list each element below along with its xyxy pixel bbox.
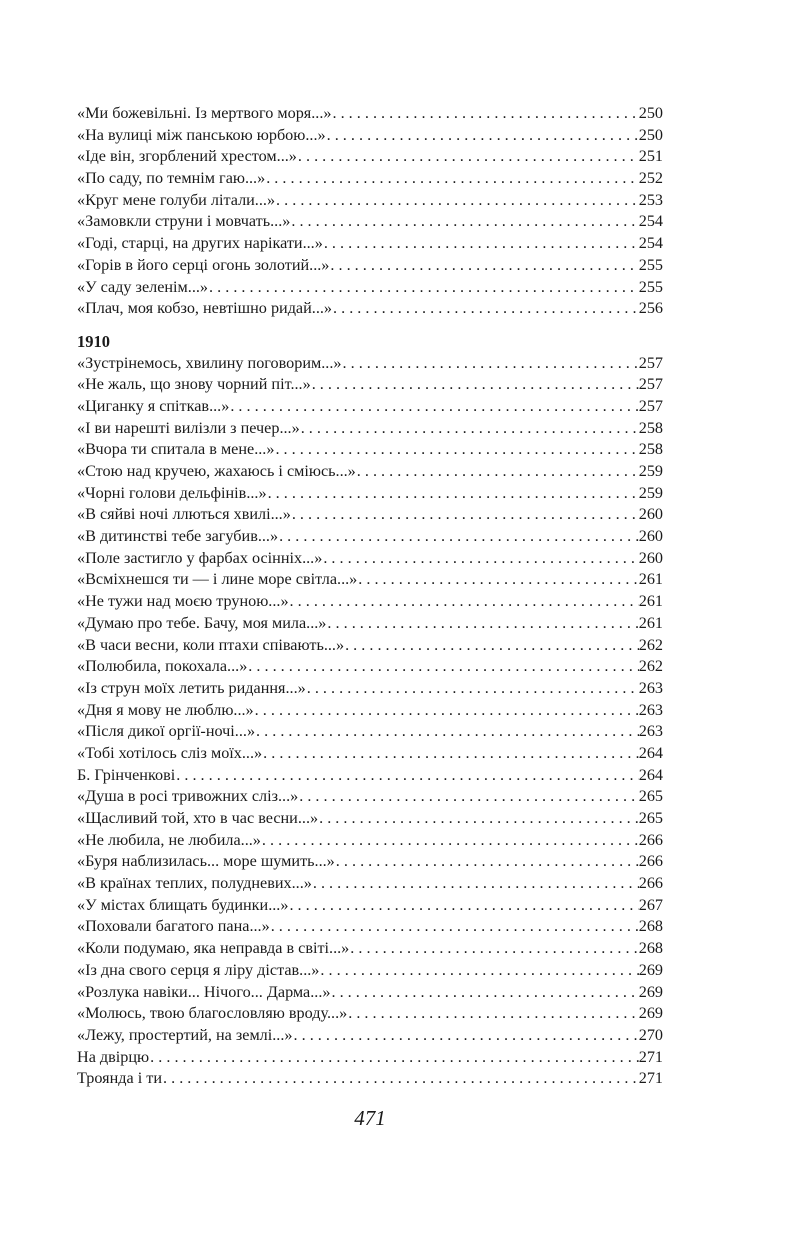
toc-entry-page: 257: [638, 396, 663, 415]
toc-entry-page: 263: [638, 700, 663, 719]
toc-entry: [77, 353, 663, 375]
toc-entry-page: 264: [638, 743, 663, 762]
toc-entry-page: 265: [638, 809, 663, 827]
toc-entry-page: 264: [638, 765, 663, 784]
toc-group-1: [77, 103, 663, 320]
toc-entry-title: «Не жаль, що знову чорний піт...»: [77, 375, 311, 394]
toc-entry: [77, 678, 663, 700]
toc-entry: [77, 396, 663, 418]
toc-entry-title: «Лежу, простертий, на землі...»: [77, 1025, 293, 1044]
dot-leader: [311, 374, 639, 396]
toc-entry-title: «Молюсь, твою благословляю вроду...»: [77, 1004, 348, 1023]
toc-entry-page: 269: [638, 960, 663, 979]
dot-leader: [342, 353, 639, 375]
toc-entry-title: «В сяйві ночі ллються хвилі...»: [77, 505, 291, 524]
dot-leader: [306, 678, 639, 700]
toc-entry-page: 270: [638, 1025, 663, 1044]
toc-entry-title: «Всміхнешся ти — і лине море світла...»: [77, 570, 358, 589]
toc-entry: [77, 233, 663, 255]
toc-entry: [77, 851, 663, 873]
dot-leader: [270, 916, 639, 938]
toc-entry-title: «Ми божевільні. Із мертвого моря...»: [77, 104, 332, 122]
toc-entry-title: «У містах блищать будинки...»: [77, 895, 289, 914]
toc-entry: [77, 504, 663, 526]
toc-entry-page: 263: [638, 722, 663, 741]
dot-leader: [175, 765, 638, 787]
dot-leader: [349, 938, 638, 960]
toc-entry: [77, 1068, 663, 1090]
toc-entry-page: 261: [638, 570, 663, 589]
toc-entry-title: «Круг мене голуби літали...»: [77, 190, 276, 209]
toc-entry-title: «Розлука навіки... Нічого... Дарма...»: [77, 982, 331, 1001]
toc-entry-title: «На вулиці між панською юрбою...»: [77, 125, 326, 144]
toc-group-2: [77, 353, 663, 1090]
toc-entry-title: «Думаю про тебе. Бачу, моя мила...»: [77, 613, 327, 632]
toc-entry: [77, 526, 663, 548]
toc-entry-title: «Циганку я спіткав...»: [77, 396, 230, 415]
dot-leader: [208, 277, 639, 299]
toc-entry-title: Б. Грінченкові: [77, 765, 176, 784]
dot-leader: [300, 418, 639, 440]
toc-entry-page: 261: [638, 613, 663, 632]
toc-entry: [77, 125, 663, 147]
toc-entry: [77, 298, 663, 320]
toc-entry-page: 250: [638, 104, 663, 122]
toc-entry-page: 268: [638, 917, 663, 936]
dot-leader: [291, 504, 639, 526]
dot-leader: [255, 721, 639, 743]
toc-entry: [77, 168, 663, 190]
toc-entry-page: 269: [638, 1004, 663, 1023]
dot-leader: [267, 483, 639, 505]
dot-leader: [332, 298, 639, 320]
dot-leader: [261, 830, 639, 852]
toc-entry: [77, 873, 663, 895]
year-heading: 1910: [77, 331, 110, 351]
toc-entry: [77, 700, 663, 722]
dot-leader: [335, 851, 639, 873]
toc-entry-title: «І ви нарешті вилізли з печер...»: [77, 418, 300, 437]
toc-entry: [77, 721, 663, 743]
toc-entry: [77, 613, 663, 635]
toc-entry-title: На двірцю: [77, 1047, 150, 1066]
toc-entry-page: 252: [638, 169, 663, 188]
dot-leader: [293, 1025, 639, 1047]
toc-entry-page: 262: [638, 635, 663, 654]
toc-entry-title: «Дня я мову не люблю...»: [77, 700, 254, 719]
toc-entry-page: 260: [638, 548, 663, 567]
toc-entry-page: 257: [638, 353, 663, 372]
dot-leader: [312, 873, 639, 895]
toc-entry-title: «У саду зеленім...»: [77, 277, 209, 296]
toc-entry-page: 261: [638, 592, 663, 611]
dot-leader: [229, 396, 638, 418]
toc-entry: [77, 1003, 663, 1025]
toc-entry-title: «В дитинстві тебе загубив...»: [77, 527, 279, 546]
toc-entry-title: «Не любила, не любила...»: [77, 830, 261, 849]
dot-leader: [254, 700, 639, 722]
toc-entry-page: 262: [638, 657, 663, 676]
dot-leader: [274, 439, 638, 461]
toc-entry-title: «Поховали багатого пана...»: [77, 917, 270, 936]
dot-leader: [289, 591, 639, 613]
dot-leader: [330, 982, 638, 1004]
dot-leader: [162, 1068, 639, 1090]
toc-entry: [77, 277, 663, 299]
toc-entry: [77, 1047, 663, 1069]
toc-entry-page: 254: [638, 212, 663, 231]
toc-entry: [77, 439, 663, 461]
toc-entry: [77, 418, 663, 440]
toc-entry-title: «Стою над кручею, жахаюсь і сміюсь...»: [77, 462, 356, 480]
dot-leader: [347, 1003, 638, 1025]
toc-entry-title: «Із дна свого серця я ліру дістав...»: [77, 960, 320, 979]
toc-entry-page: 253: [638, 190, 663, 209]
toc-entry-title: «В часи весни, коли птахи співають...»: [77, 635, 345, 654]
toc-entry: [77, 1025, 663, 1047]
dot-leader: [298, 786, 638, 808]
toc-entry-title: «Після дикої оргії-ночі...»: [77, 722, 256, 741]
toc-entry-title: «Буря наблизилась... море шумить...»: [77, 852, 335, 871]
dot-leader: [265, 168, 639, 190]
toc-entry: [77, 786, 663, 808]
toc-entry-page: 271: [638, 1047, 663, 1066]
toc-entry-title: «Іде він, згорблений хрестом...»: [77, 147, 297, 166]
dot-leader: [278, 526, 639, 548]
toc-entry-page: 255: [638, 277, 663, 296]
toc-entry: [77, 916, 663, 938]
toc-entry-page: 265: [638, 787, 663, 806]
toc-entry: [77, 146, 663, 168]
toc-entry-title: «Горів в його серці огонь золотий...»: [77, 255, 330, 274]
dot-leader: [149, 1047, 639, 1069]
toc-entry-page: 260: [638, 505, 663, 524]
toc-entry: [77, 255, 663, 277]
toc-entry: [77, 548, 663, 570]
toc-entry: [77, 591, 663, 613]
toc-entry-page: 260: [638, 527, 663, 546]
toc-entry-page: 263: [638, 678, 663, 697]
toc-entry: [77, 830, 663, 852]
toc-entry-page: 254: [638, 234, 663, 253]
dot-leader: [318, 808, 639, 830]
toc-entry: [77, 808, 663, 830]
toc-entry: [77, 635, 663, 657]
toc-entry-page: 271: [638, 1069, 663, 1088]
toc-entry-page: 256: [638, 299, 663, 318]
dot-leader: [275, 190, 639, 212]
dot-leader: [288, 895, 638, 917]
toc-entry: [77, 103, 663, 125]
toc-entry: [77, 483, 663, 505]
dot-leader: [322, 548, 638, 570]
dot-leader: [323, 233, 639, 255]
toc-entry-title: «Зустрінемось, хвилину поговорим...»: [77, 353, 342, 372]
toc-entry-page: 258: [638, 440, 663, 459]
toc-entry-page: 269: [638, 982, 663, 1001]
toc-entry: [77, 960, 663, 982]
dot-leader: [247, 656, 638, 678]
toc-entry-title: «Чорні голови дельфінів...»: [77, 483, 267, 502]
dot-leader: [344, 635, 639, 657]
toc-entry: [77, 743, 663, 765]
table-of-contents: [77, 103, 663, 1090]
toc-entry-page: 255: [638, 255, 663, 274]
dot-leader: [356, 461, 639, 483]
toc-entry-page: 268: [638, 939, 663, 958]
toc-entry-title: «Із струн моїх летить ридання...»: [77, 678, 306, 697]
toc-entry: [77, 190, 663, 212]
toc-entry: [77, 982, 663, 1004]
toc-entry: [77, 938, 663, 960]
toc-entry-page: 266: [638, 852, 663, 871]
dot-leader: [326, 613, 638, 635]
toc-entry: [77, 374, 663, 396]
toc-entry-title: «Тобі хотілось сліз моїх...»: [77, 743, 263, 762]
toc-entry-page: 267: [638, 895, 663, 914]
toc-entry-page: 257: [638, 375, 663, 394]
dot-leader: [331, 103, 638, 125]
toc-entry-title: «Полюбила, покохала...»: [77, 657, 248, 676]
dot-leader: [262, 743, 639, 765]
toc-entry-title: «Щасливий той, хто в час весни...»: [77, 809, 319, 827]
toc-entry-title: Троянда і ти: [77, 1069, 163, 1088]
toc-entry-title: «Душа в росі тривожних сліз...»: [77, 787, 299, 806]
toc-entry-title: «Вчора ти спитала в мене...»: [77, 440, 275, 459]
dot-leader: [357, 569, 638, 591]
toc-entry-page: 259: [638, 483, 663, 502]
toc-entry-page: 266: [638, 830, 663, 849]
toc-entry-title: «Поле застигло у фарбах осінніх...»: [77, 548, 323, 567]
page-number: 471: [354, 1106, 386, 1130]
toc-entry: [77, 461, 663, 483]
toc-entry: [77, 656, 663, 678]
toc-entry-page: 266: [638, 874, 663, 893]
toc-entry-title: «Замовкли струни і мовчать...»: [77, 212, 291, 231]
toc-entry-title: «Коли подумаю, яка неправда в світі...»: [77, 939, 350, 958]
toc-entry: [77, 765, 663, 787]
dot-leader: [329, 255, 638, 277]
toc-entry-title: «По саду, по темнім гаю...»: [77, 169, 266, 188]
toc-entry-title: «В країнах теплих, полудневих...»: [77, 874, 312, 893]
toc-entry-page: 251: [638, 147, 663, 166]
toc-entry: [77, 895, 663, 917]
toc-entry-title: «Не тужи над моєю труною...»: [77, 592, 289, 611]
toc-entry-page: 250: [638, 125, 663, 144]
dot-leader: [319, 960, 638, 982]
toc-entry-page: 258: [638, 418, 663, 437]
dot-leader: [326, 125, 639, 147]
toc-entry: [77, 211, 663, 233]
dot-leader: [290, 211, 638, 233]
toc-entry: [77, 569, 663, 591]
toc-entry-page: 259: [638, 462, 663, 480]
dot-leader: [297, 146, 639, 168]
toc-entry-title: «Плач, моя кобзо, невтішно ридай...»: [77, 299, 333, 318]
toc-entry-title: «Годі, старці, на других нарікати...»: [77, 234, 323, 253]
